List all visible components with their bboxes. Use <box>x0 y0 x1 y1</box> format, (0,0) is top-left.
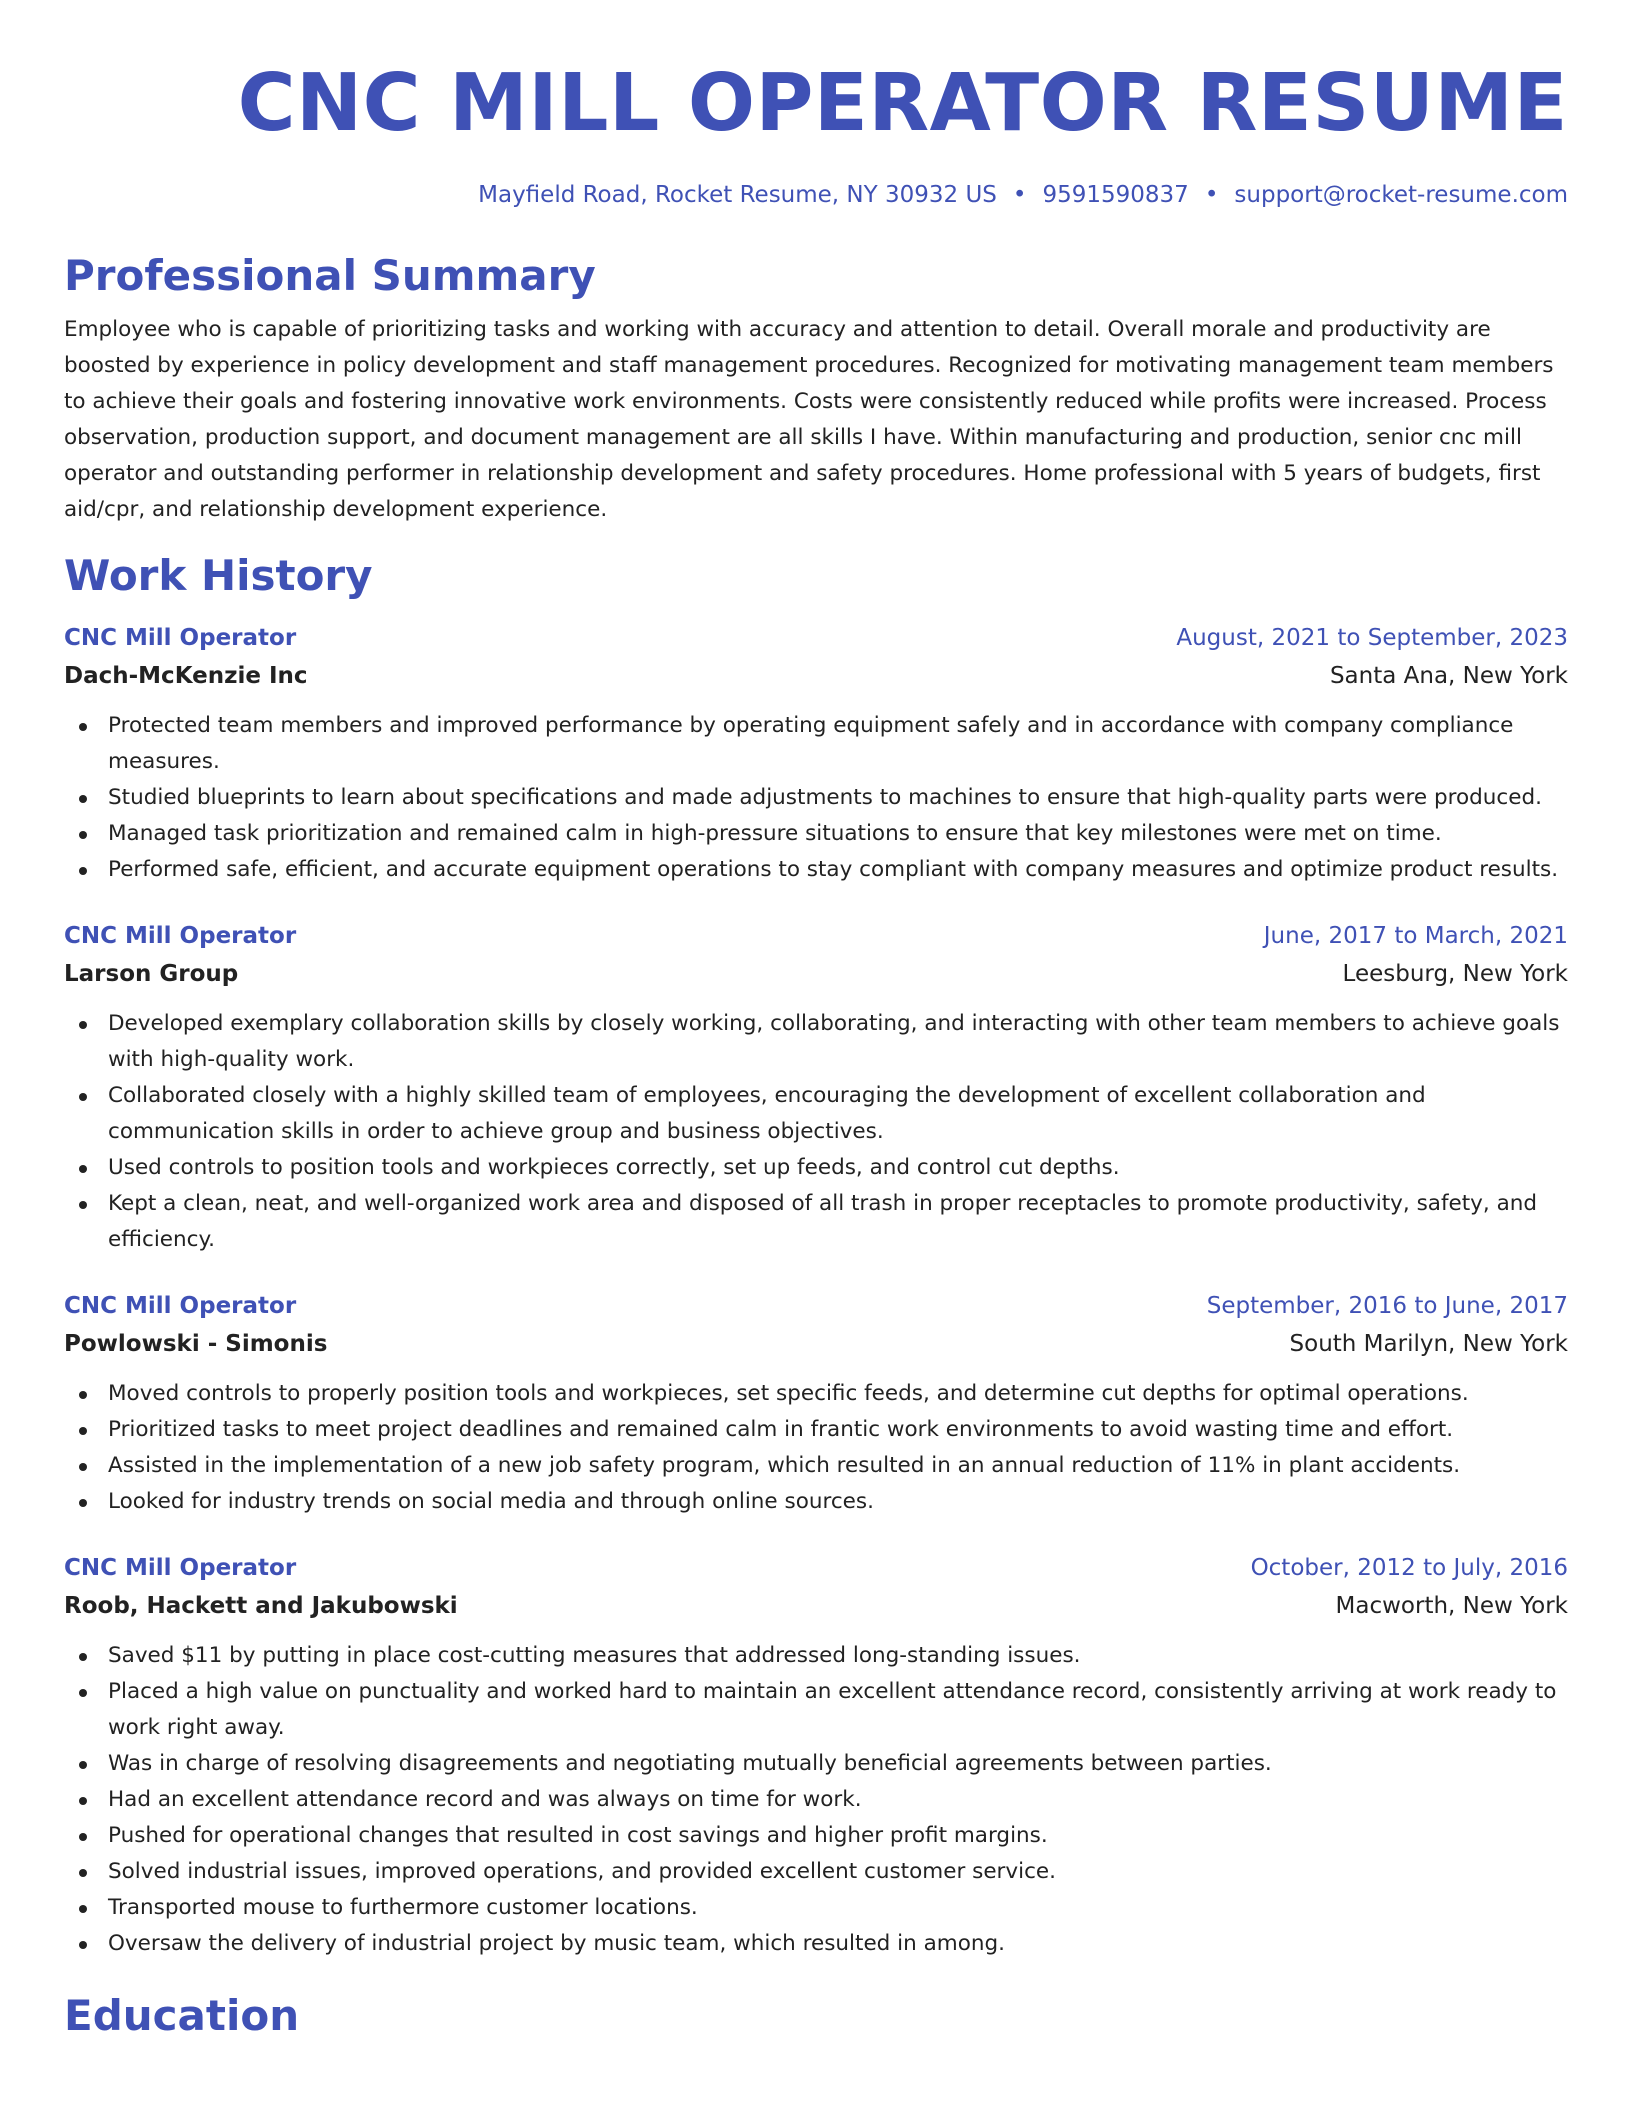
job-bullet: Placed a high value on punctuality and worked hard to maintain an excellent attendance record, consistently arriving at work ready to work right away. <box>64 1674 1568 1746</box>
job-bullet: Pushed for operational changes that resulted in cost savings and higher profit margins. <box>64 1818 1568 1854</box>
job-entry <box>64 620 1568 888</box>
job-company-row <box>64 656 1568 694</box>
education-heading: Education <box>64 1991 300 2040</box>
job-bullet: Was in charge of resolving disagreements and negotiating mutually beneficial agreements between parties. <box>64 1746 1568 1782</box>
contact-phone: 9591590837 <box>1042 182 1189 208</box>
job-bullet-list <box>64 1376 1568 1520</box>
job-dates: October, 2012 to July, 2016 <box>1250 1555 1568 1581</box>
work-history-heading: Work History <box>64 551 373 600</box>
job-location: Macworth, New York <box>1335 1593 1568 1619</box>
contact-separator: • <box>1204 182 1219 208</box>
job-bullet-list <box>64 1638 1568 1962</box>
job-company: Larson Group <box>64 961 239 987</box>
job-location: Santa Ana, New York <box>1329 663 1568 689</box>
job-company-row <box>64 954 1568 992</box>
job-bullet: Saved $11 by putting in place cost-cutting measures that addressed long-standing issues. <box>64 1638 1568 1674</box>
job-title-row <box>64 918 1568 954</box>
job-dates: September, 2016 to June, 2017 <box>1206 1293 1568 1319</box>
job-location: South Marilyn, New York <box>1289 1331 1568 1357</box>
job-bullet: Looked for industry trends on social media and through online sources. <box>64 1484 1568 1520</box>
job-bullet: Studied blueprints to learn about specifications and made adjustments to machines to ensure that high-quality parts were produced. <box>64 780 1568 816</box>
job-company: Roob, Hackett and Jakubowski <box>64 1593 458 1619</box>
job-bullet: Developed exemplary collaboration skills by closely working, collaborating, and interacting with other team members to achieve goals with high-quality work. <box>64 1006 1568 1078</box>
job-bullet: Moved controls to properly position tools and workpieces, set specific feeds, and determine cut depths for optimal operations. <box>64 1376 1568 1412</box>
job-company: Dach-McKenzie Inc <box>64 663 308 689</box>
job-bullet: Protected team members and improved performance by operating equipment safely and in accordance with company compliance measures. <box>64 708 1568 780</box>
job-entry <box>64 918 1568 1258</box>
job-bullet: Collaborated closely with a highly skilled team of employees, encouraging the development of excellent collaboration and communication skills in order to achieve group and business objectives. <box>64 1078 1568 1150</box>
job-bullet: Prioritized tasks to meet project deadlines and remained calm in frantic work environments to avoid wasting time and effort. <box>64 1412 1568 1448</box>
job-bullet: Solved industrial issues, improved operations, and provided excellent customer service. <box>64 1854 1568 1890</box>
job-entry <box>64 1288 1568 1520</box>
job-dates: August, 2021 to September, 2023 <box>1176 625 1568 651</box>
job-company-row <box>64 1586 1568 1624</box>
contact-email[interactable]: support@rocket-resume.com <box>1234 182 1568 208</box>
job-company: Powlowski - Simonis <box>64 1331 328 1357</box>
job-bullet-list <box>64 1006 1568 1258</box>
contact-separator: • <box>1012 182 1027 208</box>
job-bullet: Had an excellent attendance record and was always on time for work. <box>64 1782 1568 1818</box>
resume-title: CNC MILL OPERATOR RESUME <box>237 57 1568 149</box>
summary-text: Employee who is capable of prioritizing tasks and working with accuracy and attention to detail. Overall morale and productivity are boosted by experience in policy development and staff management procedures. Recognized for motivating management team members to achieve their goals and fostering innovative work environments. Costs were consistently reduced while profits were increased. Process observation, production support, and document management are all skills I have. Within manufacturing and production, senior cnc mill operator and outstanding performer in relationship development and safety procedures. Home professional with 5 years of budgets, first aid/cpr, and relationship development experience. <box>64 317 1554 522</box>
job-company-row <box>64 1324 1568 1362</box>
job-bullet: Oversaw the delivery of industrial project by music team, which resulted in among. <box>64 1926 1568 1962</box>
job-bullet: Managed task prioritization and remained calm in high-pressure situations to ensure that key milestones were met on time. <box>64 816 1568 852</box>
contact-line <box>64 180 1568 210</box>
job-bullet: Used controls to position tools and workpieces correctly, set up feeds, and control cut depths. <box>64 1150 1568 1186</box>
job-bullet: Transported mouse to furthermore customer locations. <box>64 1890 1568 1926</box>
job-entry <box>64 1550 1568 1962</box>
job-bullet: Assisted in the implementation of a new job safety program, which resulted in an annual reduction of 11% in plant accidents. <box>64 1448 1568 1484</box>
job-title-row <box>64 1288 1568 1324</box>
job-title: CNC Mill Operator <box>64 1555 297 1581</box>
job-bullet-list <box>64 708 1568 888</box>
job-dates: June, 2017 to March, 2021 <box>1263 923 1568 949</box>
job-bullet: Performed safe, efficient, and accurate equipment operations to stay compliant with company measures and optimize product results. <box>64 852 1568 888</box>
job-title: CNC Mill Operator <box>64 625 297 651</box>
work-history-list <box>64 620 1568 1962</box>
resume-page <box>64 0 1568 2112</box>
contact-address: Mayfield Road, Rocket Resume, NY 30932 US <box>478 182 997 208</box>
job-title: CNC Mill Operator <box>64 1293 297 1319</box>
job-location: Leesburg, New York <box>1342 961 1568 987</box>
job-title: CNC Mill Operator <box>64 923 297 949</box>
job-bullet: Kept a clean, neat, and well-organized work area and disposed of all trash in proper receptacles to promote productivity, safety, and efficiency. <box>64 1186 1568 1258</box>
job-title-row <box>64 1550 1568 1586</box>
job-title-row <box>64 620 1568 656</box>
summary-heading: Professional Summary <box>64 251 596 300</box>
